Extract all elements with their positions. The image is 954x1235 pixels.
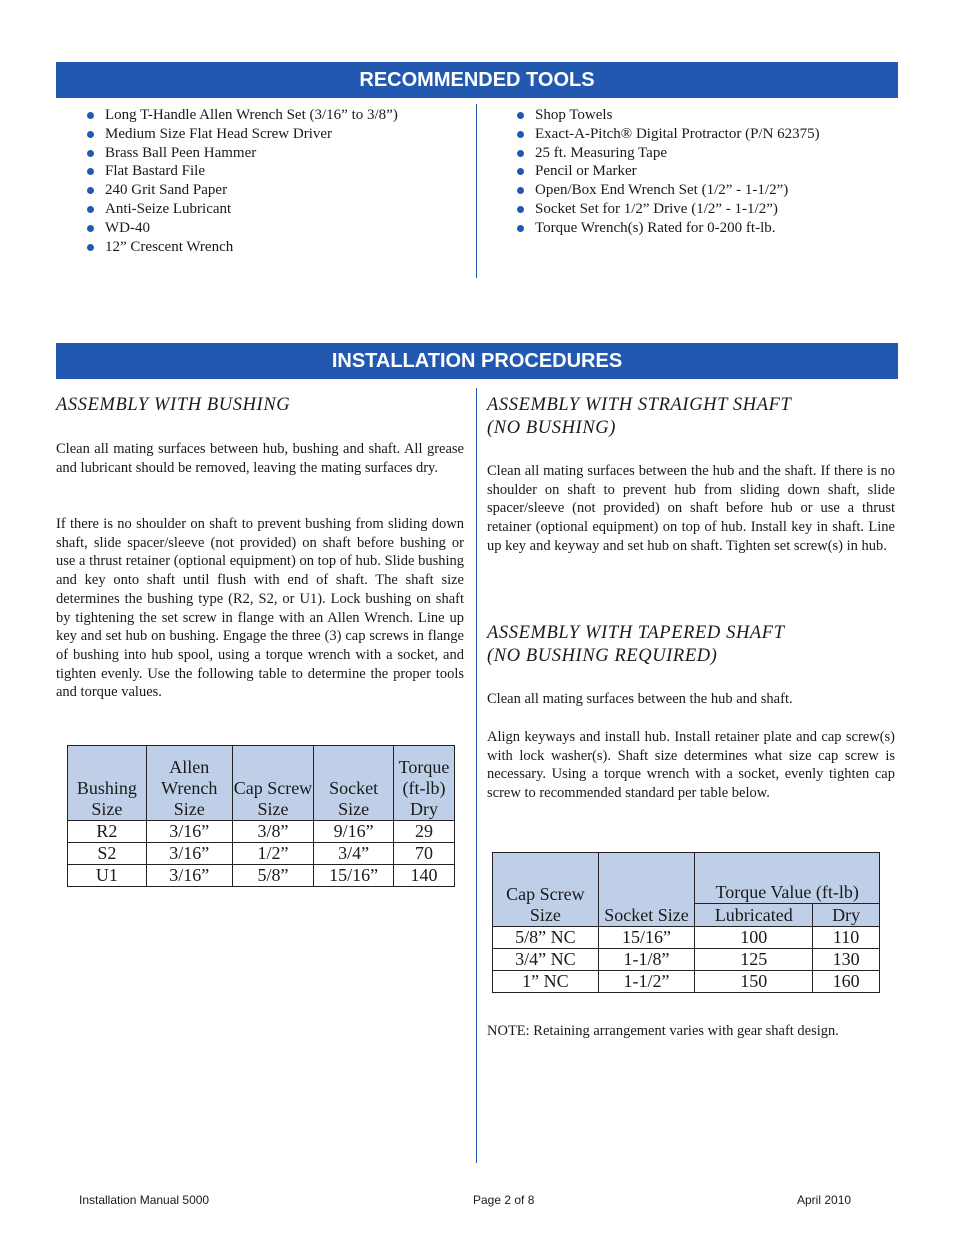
table-cell: 9/16”	[314, 821, 394, 843]
footer-date: April 2010	[797, 1193, 852, 1207]
footer-manual-title: Installation Manual 5000	[79, 1193, 210, 1207]
tapered-shaft-paragraph-1: Clean all mating surfaces between the hub and shaft.	[487, 691, 793, 707]
table-cell: 125	[695, 949, 813, 971]
tool-item: Shop Towels	[512, 106, 820, 125]
table-cell: 1/2”	[232, 843, 314, 865]
tool-item: Exact-A-Pitch® Digital Protractor (P/N 62375)	[512, 125, 820, 144]
table-cell: 15/16”	[598, 927, 695, 949]
torque-value-header: Torque Value (ft-lb)	[695, 853, 880, 904]
torque-dry-header: Torque (ft-lb) Dry	[394, 746, 455, 821]
table-row	[68, 821, 455, 843]
table-row	[493, 949, 880, 971]
bushing-heading: ASSEMBLY WITH BUSHING	[56, 395, 291, 415]
table-row	[68, 843, 455, 865]
tapered-shaft-heading	[487, 622, 785, 667]
installation-procedures-banner: INSTALLATION PROCEDURES	[56, 343, 898, 379]
tools-list-right	[512, 106, 820, 238]
straight-shaft-heading-line-2: (NO BUSHING)	[487, 417, 616, 438]
table-row	[493, 971, 880, 993]
tapered-shaft-paragraph-2: Align keyways and install hub. Install retainer plate and cap screw(s) with lock washer(s). Shaft size determines what size cap screw is necessary. Using a torque wrench with a socket, evenly tighten cap screw to recommended standard per table below.	[487, 729, 895, 802]
tool-item: Anti-Seize Lubricant	[82, 200, 398, 219]
table-cell: 3/16”	[146, 821, 232, 843]
procedures-column-divider	[476, 388, 477, 1163]
tool-item: 25 ft. Measuring Tape	[512, 144, 820, 163]
table-cell: 3/16”	[146, 865, 232, 887]
tool-item: Pencil or Marker	[512, 162, 820, 181]
lubricated-header: Lubricated	[695, 904, 813, 927]
tool-item: Torque Wrench(s) Rated for 0-200 ft-lb.	[512, 219, 820, 238]
tool-item: Long T-Handle Allen Wrench Set (3/16” to 3/8”)	[82, 106, 398, 125]
bushing-size-header: Bushing Size	[68, 746, 147, 821]
tool-item: Medium Size Flat Head Screw Driver	[82, 125, 398, 144]
tools-list-left	[82, 106, 398, 256]
tool-item: 12” Crescent Wrench	[82, 238, 398, 257]
table-cell: 1-1/8”	[598, 949, 695, 971]
tools-column-divider	[476, 104, 477, 278]
tool-item: Open/Box End Wrench Set (1/2” - 1-1/2”)	[512, 181, 820, 200]
retaining-note: NOTE: Retaining arrangement varies with gear shaft design.	[487, 1023, 839, 1039]
table-cell: S2	[68, 843, 147, 865]
table-cell: 70	[394, 843, 455, 865]
footer-page-number: Page 2 of 8	[473, 1193, 535, 1207]
table-cell: 5/8” NC	[493, 927, 599, 949]
allen-wrench-size-header: Allen Wrench Size	[146, 746, 232, 821]
table-cell: 1” NC	[493, 971, 599, 993]
recommended-tools-banner: RECOMMENDED TOOLS	[56, 62, 898, 98]
table-cell: 5/8”	[232, 865, 314, 887]
table-row	[493, 927, 880, 949]
table-row	[68, 865, 455, 887]
table-cell: 140	[394, 865, 455, 887]
table-cell: 15/16”	[314, 865, 394, 887]
cap-screw-torque-table	[492, 852, 880, 993]
straight-shaft-heading	[487, 394, 791, 439]
table-cell: 110	[813, 927, 880, 949]
table-cell: 160	[813, 971, 880, 993]
table-cell: 3/16”	[146, 843, 232, 865]
tool-item: 240 Grit Sand Paper	[82, 181, 398, 200]
cap-screw-size-header: Cap Screw Size	[493, 853, 599, 927]
table-cell: 29	[394, 821, 455, 843]
table-cell: 3/4” NC	[493, 949, 599, 971]
dry-header: Dry	[813, 904, 880, 927]
table-cell: 1-1/2”	[598, 971, 695, 993]
socket-size-header: Socket Size	[598, 853, 695, 927]
tool-item: WD-40	[82, 219, 398, 238]
bushing-paragraph-1: Clean all mating surfaces between hub, bushing and shaft. All grease and lubricant should be removed, leaving the mating surfaces dry.	[56, 441, 464, 476]
tool-item: Brass Ball Peen Hammer	[82, 144, 398, 163]
tool-item: Flat Bastard File	[82, 162, 398, 181]
table-cell: 3/4”	[314, 843, 394, 865]
table-cell: 100	[695, 927, 813, 949]
bushing-torque-table	[67, 745, 455, 887]
table-cell: U1	[68, 865, 147, 887]
bushing-paragraph-2: If there is no shoulder on shaft to prevent bushing from sliding down shaft, slide spacer/sleeve (not provided) on shaft before bushing or use a thrust retainer (optional equipment) on top of hub. Slide bushing and key onto shaft until flush with end of shaft. The shaft size determines the bushing type (R2, S2, or U1). Lock bushing on shaft by tightening the set screw in flange with an Allen Wrench. Line up key and set hub on bushing. Engage the three (3) cap screws in flange of bushing into hub spool, using a torque wrench with a socket, and tighten evenly. Use the following table to determine the proper tools and torque values.	[56, 516, 464, 701]
table-cell: 3/8”	[232, 821, 314, 843]
tapered-shaft-heading-line-2: (NO BUSHING REQUIRED)	[487, 645, 718, 666]
table-cell: 150	[695, 971, 813, 993]
tool-item: Socket Set for 1/2” Drive (1/2” - 1-1/2”)	[512, 200, 820, 219]
table-cell: 130	[813, 949, 880, 971]
straight-shaft-heading-line-1: ASSEMBLY WITH STRAIGHT SHAFT	[487, 395, 792, 415]
straight-shaft-paragraph: Clean all mating surfaces between the hub and the shaft. If there is no shoulder on shaft to prevent hub from sliding down shaft, slide spacer/sleeve (not provided) on shaft before hub or use a thrust retainer (optional equipment) on top of hub. Install key in shaft. Line up key and keyway and set hub on shaft. Tighten set screw(s) in hub.	[487, 463, 895, 554]
tapered-shaft-heading-line-1: ASSEMBLY WITH TAPERED SHAFT	[487, 623, 785, 643]
cap-screw-size-header: Cap Screw Size	[232, 746, 314, 821]
socket-size-header: Socket Size	[314, 746, 394, 821]
table-cell: R2	[68, 821, 147, 843]
